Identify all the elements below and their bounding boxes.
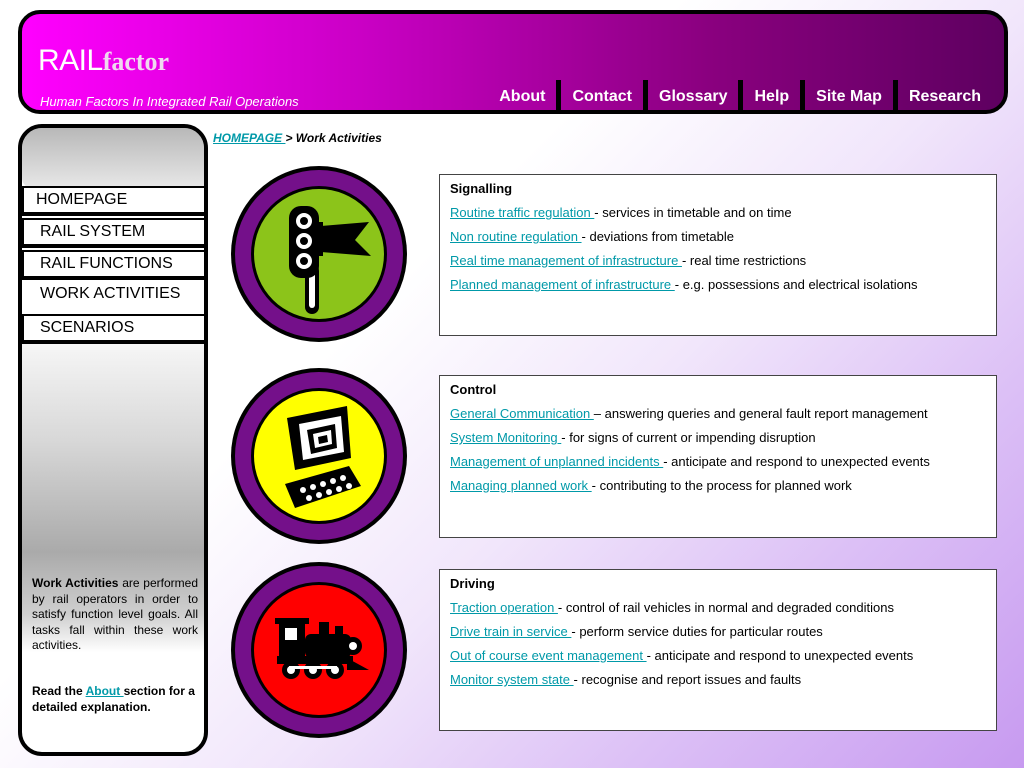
system-monitoring-link[interactable]: System Monitoring [450, 430, 562, 445]
routine-traffic-regulation-link[interactable]: Routine traffic regulation [450, 205, 595, 220]
signalling-title: Signalling [450, 181, 513, 196]
list-item [450, 454, 986, 469]
description-text: are performed by rail operators in order to satisfy function level goals. All tasks fall within these work activities. [32, 576, 198, 652]
monitor-system-state-link[interactable]: Monitor system state [450, 672, 574, 687]
item-description: - perform service duties for particular routes [571, 624, 823, 639]
list-item [450, 648, 986, 663]
management-unplanned-incidents-link[interactable]: Management of unplanned incidents [450, 454, 664, 469]
list-item [450, 430, 986, 445]
list-item [450, 478, 986, 493]
out-of-course-event-link[interactable]: Out of course event management [450, 648, 647, 663]
site-header [18, 10, 1008, 114]
breadcrumb-homepage-link[interactable]: HOMEPAGE [213, 131, 286, 145]
sidebar-item-rail-system[interactable]: RAIL SYSTEM [22, 218, 208, 246]
nav-research[interactable]: Research [908, 88, 981, 105]
driving-title: Driving [450, 576, 495, 591]
item-description: - deviations from timetable [581, 229, 734, 244]
item-description: - e.g. possessions and electrical isolations [674, 277, 918, 292]
computer-icon [229, 366, 409, 546]
item-description: - control of rail vehicles in normal and degraded conditions [557, 600, 894, 615]
item-description: – answering queries and general fault report management [593, 406, 928, 421]
about-link[interactable]: About [85, 684, 124, 698]
list-item [450, 406, 986, 421]
general-communication-link[interactable]: General Communication [450, 406, 594, 421]
traction-operation-link[interactable]: Traction operation [450, 600, 558, 615]
breadcrumb-current: > Work Activities [285, 131, 382, 145]
managing-planned-work-link[interactable]: Managing planned work [450, 478, 592, 493]
item-description: - services in timetable and on time [594, 205, 792, 220]
site-tagline: Human Factors In Integrated Rail Operations [40, 94, 299, 109]
item-description: - recognise and report issues and faults [573, 672, 802, 687]
read-about-prefix: Read the [32, 684, 86, 698]
sidebar-description [32, 576, 198, 654]
sidebar-item-homepage[interactable]: HOMEPAGE [22, 186, 208, 214]
list-item [450, 672, 986, 687]
breadcrumb [213, 131, 382, 145]
sidebar [18, 124, 208, 756]
list-item [450, 205, 986, 220]
site-logo[interactable] [38, 44, 169, 78]
nav-glossary[interactable]: Glossary [659, 88, 728, 105]
real-time-management-link[interactable]: Real time management of infrastructure [450, 253, 682, 268]
non-routine-regulation-link[interactable]: Non routine regulation [450, 229, 582, 244]
nav-contact[interactable]: Contact [572, 88, 632, 105]
nav-site-map[interactable]: Site Map [816, 88, 882, 105]
sidebar-menu [22, 186, 208, 346]
top-nav [488, 80, 992, 114]
planned-management-link[interactable]: Planned management of infrastructure [450, 277, 675, 292]
list-item [450, 277, 986, 292]
item-description: - real time restrictions [681, 253, 807, 268]
driving-panel [439, 569, 997, 731]
read-about-suffix: section for a detailed explanation. [32, 684, 195, 714]
drive-train-in-service-link[interactable]: Drive train in service [450, 624, 572, 639]
list-item [450, 600, 986, 615]
read-about-note [32, 683, 198, 715]
item-description: - anticipate and respond to unexpected events [663, 454, 930, 469]
sidebar-item-work-activities[interactable]: WORK ACTIVITIES [22, 282, 208, 310]
nav-about[interactable]: About [499, 88, 546, 105]
sidebar-top-shade [22, 128, 204, 188]
description-bold: Work Activities [32, 576, 119, 590]
control-panel [439, 375, 997, 538]
signalling-panel [439, 174, 997, 336]
signal-flag-icon [229, 164, 409, 344]
item-description: - for signs of current or impending disruption [561, 430, 816, 445]
sidebar-item-rail-functions[interactable]: RAIL FUNCTIONS [22, 250, 208, 278]
sidebar-item-scenarios[interactable]: SCENARIOS [22, 314, 208, 342]
list-item [450, 253, 986, 268]
item-description: - anticipate and respond to unexpected events [646, 648, 914, 663]
control-title: Control [450, 382, 497, 397]
list-item [450, 624, 986, 639]
nav-help[interactable]: Help [754, 88, 790, 105]
logo-rail: RAIL [38, 44, 103, 77]
logo-factor: factor [102, 47, 170, 76]
item-description: - contributing to the process for planned work [591, 478, 852, 493]
locomotive-icon [229, 560, 409, 740]
list-item [450, 229, 986, 244]
